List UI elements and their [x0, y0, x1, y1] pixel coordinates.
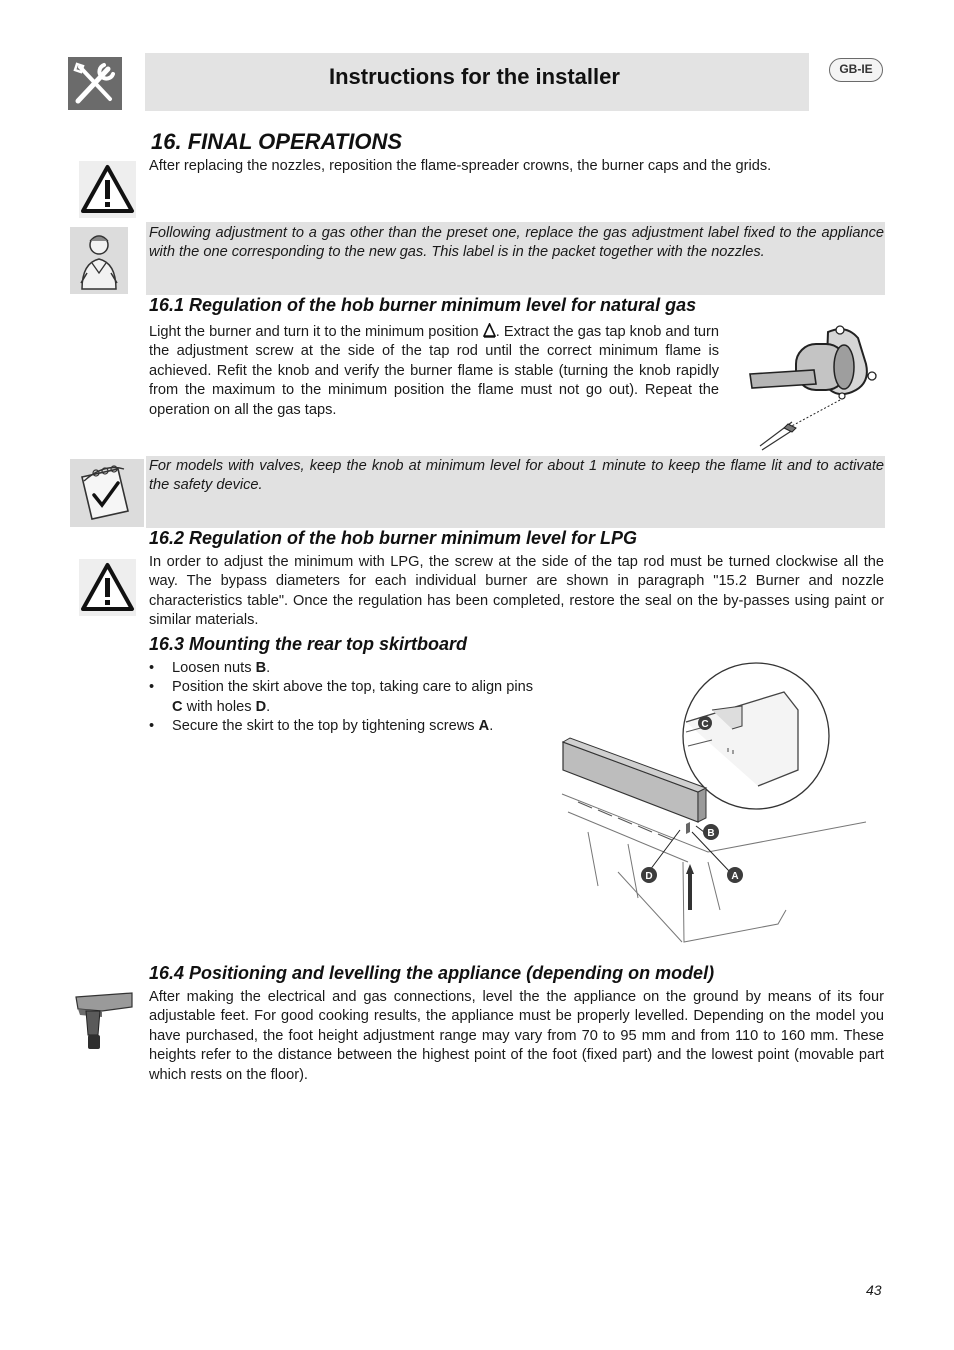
- tools-icon: [68, 57, 122, 110]
- section16-note: Following adjustment to a gas other than the preset one, replace the gas adjustment label fixed to the appliance with the one corresponding to the new gas. This label is in the packet together with the nozzles.: [149, 225, 884, 261]
- label-b: B: [707, 828, 715, 839]
- section16-3-bullets: [149, 659, 545, 737]
- adjustable-foot-icon: [72, 991, 136, 1053]
- section16-4-title: 16.4 Positioning and levelling the appliance (depending on model): [149, 963, 715, 983]
- section16-1-title: 16.1 Regulation of the hob burner minimum level for natural gas: [149, 295, 697, 315]
- bullet-position-skirt: • Position the skirt above the top, taking care to align pins C with holes D.: [149, 678, 545, 717]
- section16-2-title: 16.2 Regulation of the hob burner minimum level for LPG: [149, 528, 638, 548]
- label-a: A: [731, 871, 739, 882]
- minimum-flame-icon: [483, 323, 496, 338]
- bullet-secure-skirt: • Secure the skirt to the top by tightening screws A.: [149, 717, 545, 736]
- gas-tap-illustration: [748, 318, 888, 456]
- warning-icon: [79, 161, 136, 218]
- section16-1-text-b: . Extract the gas tap knob and turn the adjustment screw at the side of the tap rod until the correct minimum flame is achieved. Refit the knob and verify the burner flame is stable (turning the knob rapidly from the maximum to the minimum position the flame must not go out). Repeat the operation on all the gas taps.: [149, 324, 719, 418]
- section16-1-text-a: Light the burner and turn it to the minimum position: [149, 324, 479, 340]
- notepad-check-icon: [70, 459, 144, 527]
- section16-3-title: 16.3 Mounting the rear top skirtboard: [149, 634, 468, 654]
- warning-icon-2: [79, 559, 136, 616]
- installer-icon: [70, 227, 128, 294]
- section16-4-text: After making the electrical and gas connections, level the the appliance on the ground by means of its four adjustable feet. For good cooking results, the appliance must be properly levelled. Depending on the model you have purchased, the foot height adjustment range may vary from 70 to 95 mm and from 110 to 160 mm. These heights refer to the distance between the highest point of the foot (fixed part) and the lowest point (movable part which rests on the floor).: [149, 989, 884, 1083]
- warning-icon-box: [79, 161, 136, 218]
- label-d: D: [645, 871, 653, 882]
- header-title: Instructions for the installer: [329, 64, 620, 89]
- bullet-loosen-nuts: • Loosen nuts B.: [149, 659, 545, 678]
- section16-1-note: For models with valves, keep the knob at minimum level for about 1 minute to keep the flame lit and to activate the safety device.: [149, 458, 884, 494]
- section16-intro: After replacing the nozzles, reposition the flame-spreader crowns, the burner caps and the grids.: [149, 158, 772, 174]
- page-number: 43: [866, 1282, 882, 1298]
- language-badge: GB-IE: [829, 58, 883, 82]
- warning-icon-box-2: [79, 559, 136, 616]
- skirtboard-diagram: [558, 662, 870, 958]
- label-c: C: [701, 719, 709, 730]
- section16-2-text: In order to adjust the minimum with LPG, the screw at the side of the tap rod must be turned clockwise all the way. The bypass diameters for each individual burner are shown in paragraph "15.2 Burner and nozzle characteristics table". Once the regulation has been completed, restore the seal on the by-passes using paint or similar materials.: [149, 554, 884, 629]
- section16-1-text: [149, 323, 719, 420]
- section-title: 16. FINAL OPERATIONS: [151, 129, 403, 154]
